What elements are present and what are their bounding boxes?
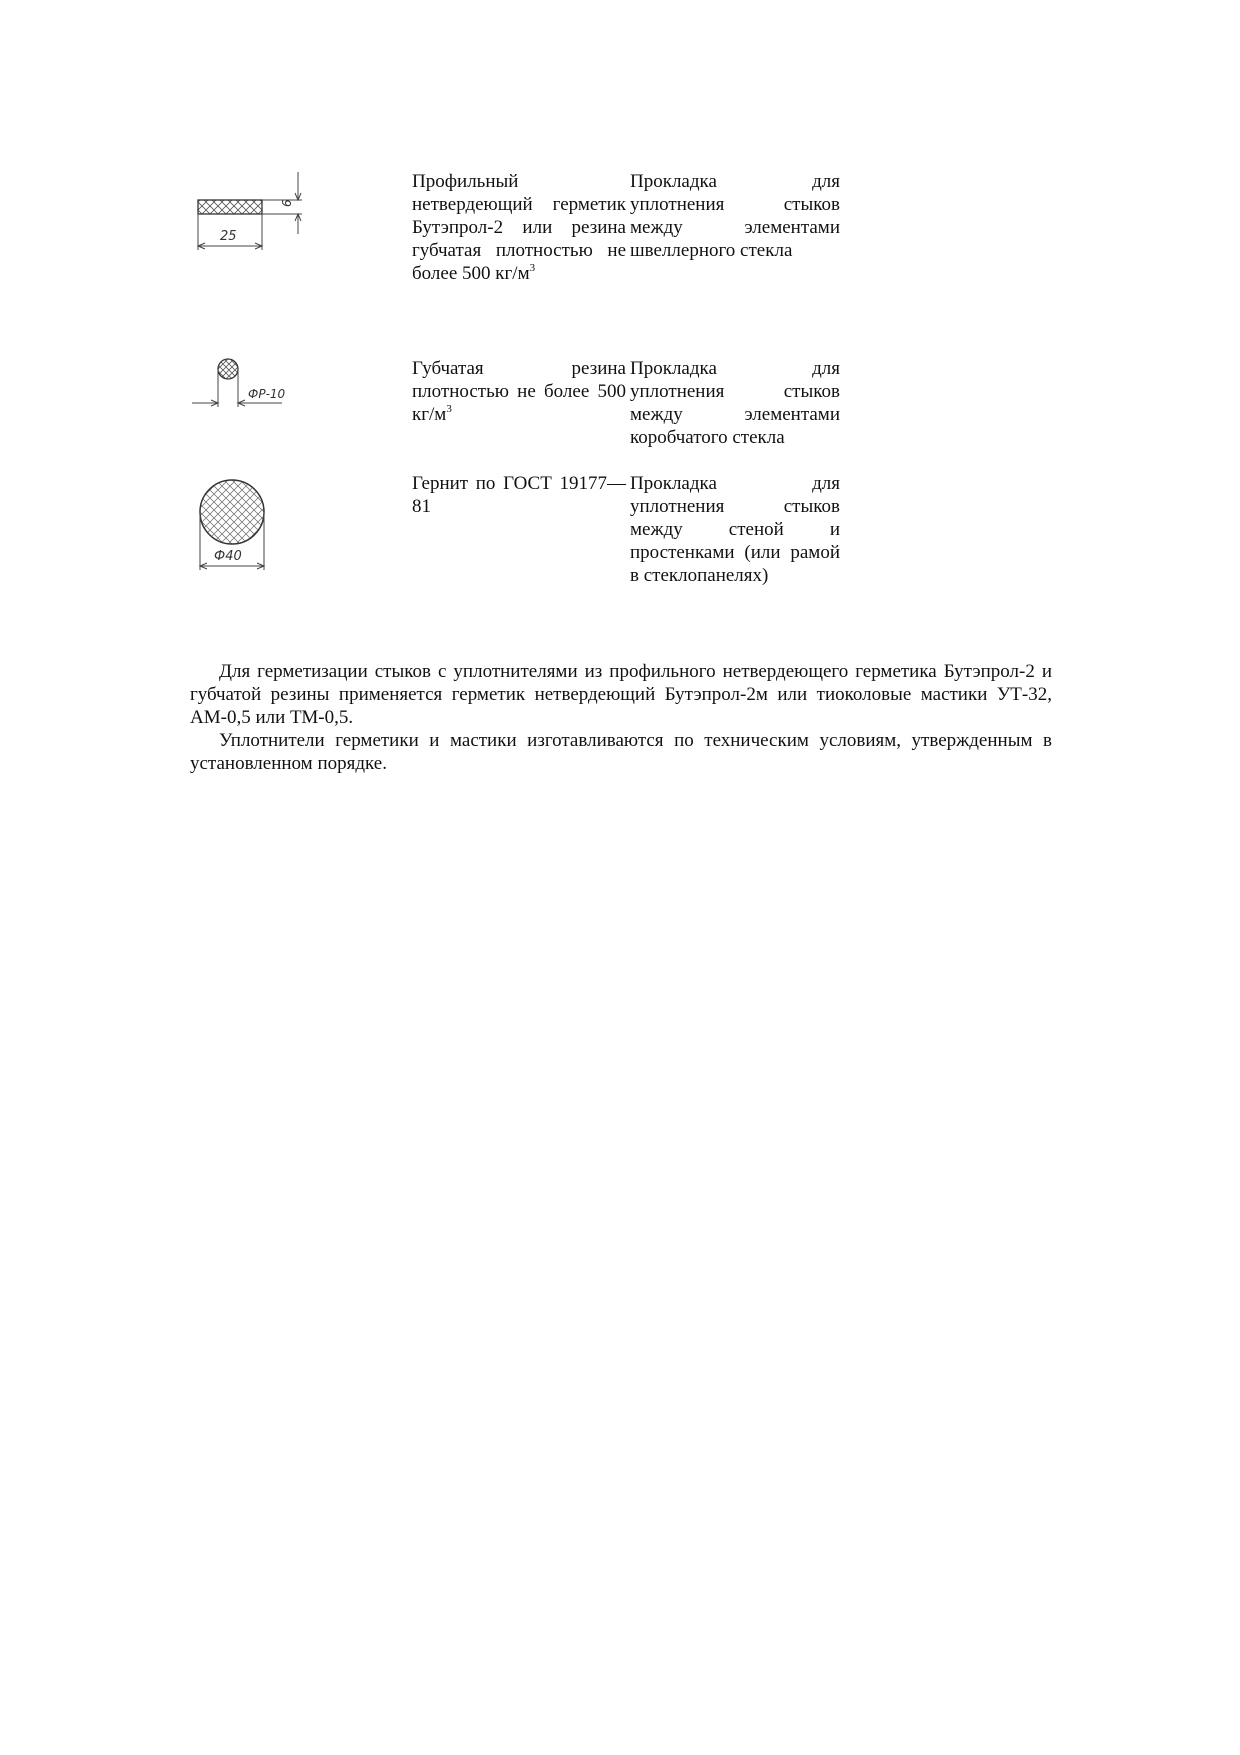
purpose-cell: Прокладка для уплотнения стыков между элементами швеллерного стекла (630, 171, 840, 261)
material-cell: Профильный нетвердеющий герметик Бутэпрол-2 или резина губчатая плотностью не более 500 $кг/м^3$ (412, 171, 626, 284)
round-cord-large-drawing (190, 470, 310, 580)
profile-strip-drawing (190, 170, 320, 260)
body-paragraph: Уплотнители герметики и мастики изготавливаются по техническим условиям, утвержденным в установленном порядке. (190, 730, 1052, 774)
material-cell: Гернит по ГОСТ 19177—81 (412, 473, 626, 517)
svg-text:25: 25 (220, 229, 237, 244)
purpose-cell: Прокладка для уплотнения стыков между элементами коробчатого стекла (630, 358, 840, 448)
svg-text:Ф40: Ф40 (214, 549, 242, 564)
body-paragraph: Для герметизации стыков с уплотнителями из профильного нетвердеющего герметика Бутэпрол-2 и губчатой резины применяется герметик нетвердеющий Бутэпрол-2м или тиоколовые мастики УТ-32, АМ-0,5 или ТМ-0,5. (190, 661, 1052, 728)
svg-text:ФР-10: ФР-10 (248, 387, 286, 401)
svg-text:6: 6 (280, 199, 294, 207)
purpose-cell: Прокладка для уплотнения стыков между стеной и простенками (или рамой в стеклопанелях) (630, 473, 840, 586)
material-cell: Губчатая резина плотностью не более 500 $кг/м^3$ (412, 358, 626, 425)
round-cord-small-drawing (190, 355, 310, 415)
